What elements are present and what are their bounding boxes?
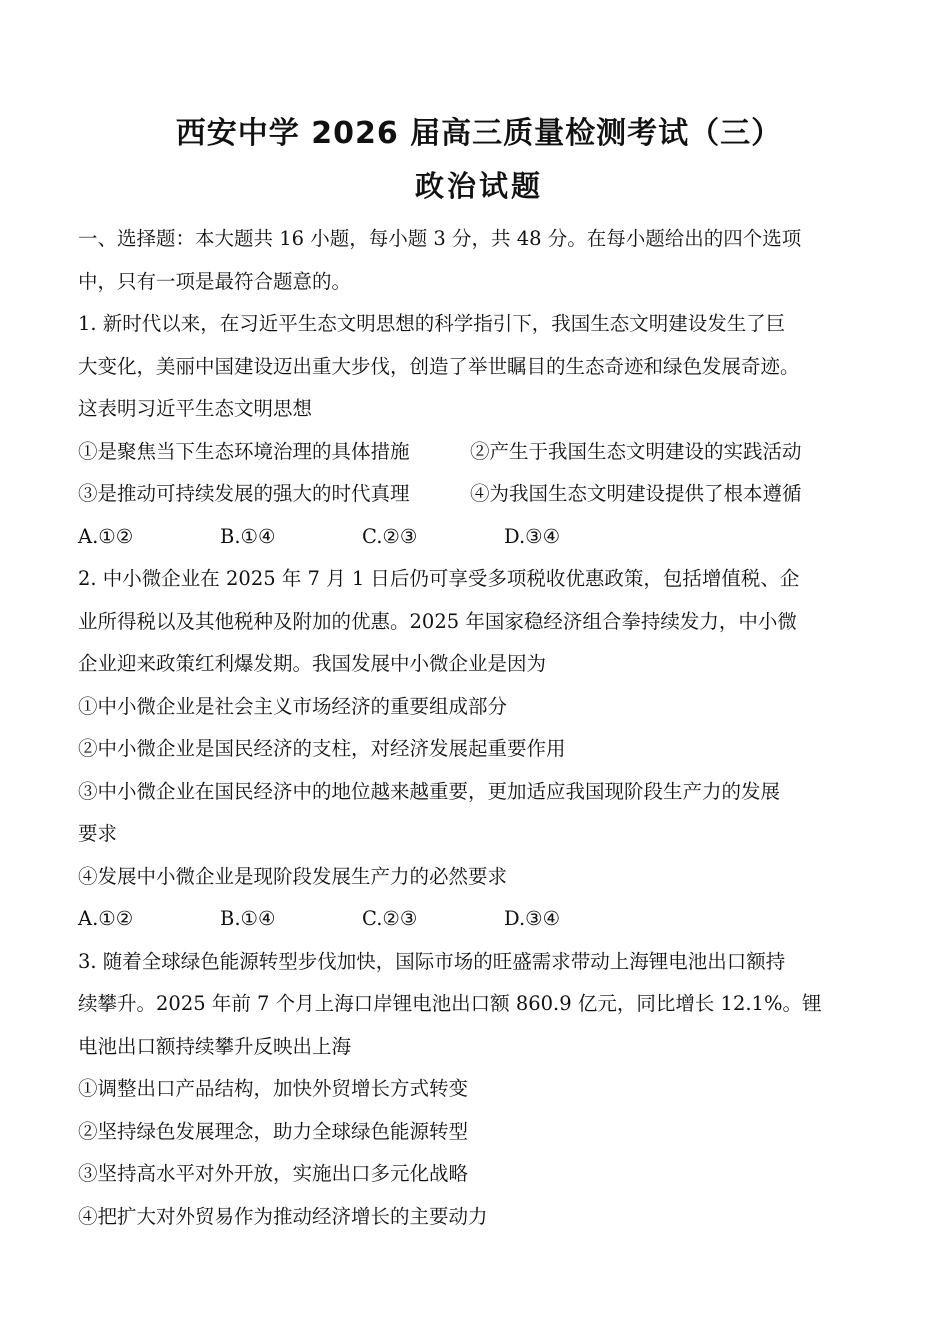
exam-title: 西安中学 2026 届高三质量检测考试（三） — [175, 116, 783, 151]
statement-4: ④发展中小微企业是现阶段发展生产力的必然要求 — [78, 864, 508, 888]
statement-2: ②产生于我国生态文明建设的实践活动 — [470, 439, 802, 463]
answer-choices — [78, 898, 880, 941]
statement-4: ④为我国生态文明建设提供了根本遵循 — [470, 482, 802, 505]
question-stem-line: 电池出口额持续攀升反映出上海 — [78, 1034, 352, 1058]
question-stem-line: 3. 随着全球绿色能源转型步伐加快，国际市场的旺盛需求带动上海锂电池出口额持 — [78, 949, 786, 973]
statement-1: ①调整出口产品结构，加快外贸增长方式转变 — [78, 1077, 469, 1100]
statement-row — [78, 473, 880, 516]
question-stem-line: 1. 新时代以来，在习近平生态文明思想的科学指引下，我国生态文明建设发生了巨 — [78, 312, 786, 335]
statement-3: ③坚持高水平对外开放，实施出口多元化战略 — [78, 1162, 469, 1185]
statement-row — [78, 431, 880, 474]
exam-subtitle: 政治试题 — [414, 169, 543, 203]
question-stem-line: 2. 中小微企业在 2025 年 7 月 1 日后仍可享受多项税收优惠政策，包括增值税、企 — [78, 567, 800, 590]
section-instructions — [78, 218, 880, 303]
statement-2: ②中小微企业是国民经济的支柱，对经济发展起重要作用 — [78, 737, 566, 760]
question-3 — [78, 941, 880, 1239]
statement-3-cont: 要求 — [78, 822, 118, 845]
question-2 — [78, 558, 880, 941]
statement-4: ④把扩大对外贸易作为推动经济增长的主要动力 — [78, 1204, 488, 1228]
statement-3: ③中小微企业在国民经济中的地位越来越重要，更加适应我国现阶段生产力的发展 — [78, 779, 781, 803]
question-stem-line: 这表明习近平生态文明思想 — [78, 397, 313, 420]
question-1 — [78, 303, 880, 558]
choice-d: D.③④ — [504, 524, 561, 548]
question-stem-line: 续攀升。2025 年前 7 个月上海口岸锂电池出口额 860.9 亿元，同比增长 12.1%。锂 — [78, 992, 822, 1015]
choice-b: B.①④ — [220, 907, 276, 930]
statement-2: ②坚持绿色发展理念，助力全球绿色能源转型 — [78, 1119, 469, 1143]
choice-a: A.①② — [78, 907, 134, 930]
statement-3: ③是推动可持续发展的强大的时代真理 — [78, 482, 410, 505]
question-stem-line: 大变化，美丽中国建设迈出重大步伐，创造了举世瞩目的生态奇迹和绿色发展奇迹。 — [78, 354, 800, 378]
choice-c: C.②③ — [362, 524, 418, 548]
choice-a: A.①② — [78, 524, 134, 548]
choice-d: D.③④ — [504, 907, 561, 930]
question-stem-line: 业所得税以及其他税种及附加的优惠。2025 年国家稳经济组合拳持续发力，中小微 — [78, 609, 797, 633]
statement-1: ①中小微企业是社会主义市场经济的重要组成部分 — [78, 694, 508, 718]
question-stem-line: 企业迎来政策红利爆发期。我国发展中小微企业是因为 — [78, 652, 547, 675]
answer-choices — [78, 516, 880, 559]
choice-b: B.①④ — [220, 524, 276, 548]
instruction-line: 一、选择题：本大题共 16 小题，每小题 3 分，共 48 分。在每小题给出的四个选项 — [78, 227, 802, 250]
instruction-line: 中，只有一项是最符合题意的。 — [78, 269, 352, 293]
statement-1: ①是聚焦当下生态环境治理的具体措施 — [78, 439, 410, 463]
choice-c: C.②③ — [362, 907, 418, 930]
